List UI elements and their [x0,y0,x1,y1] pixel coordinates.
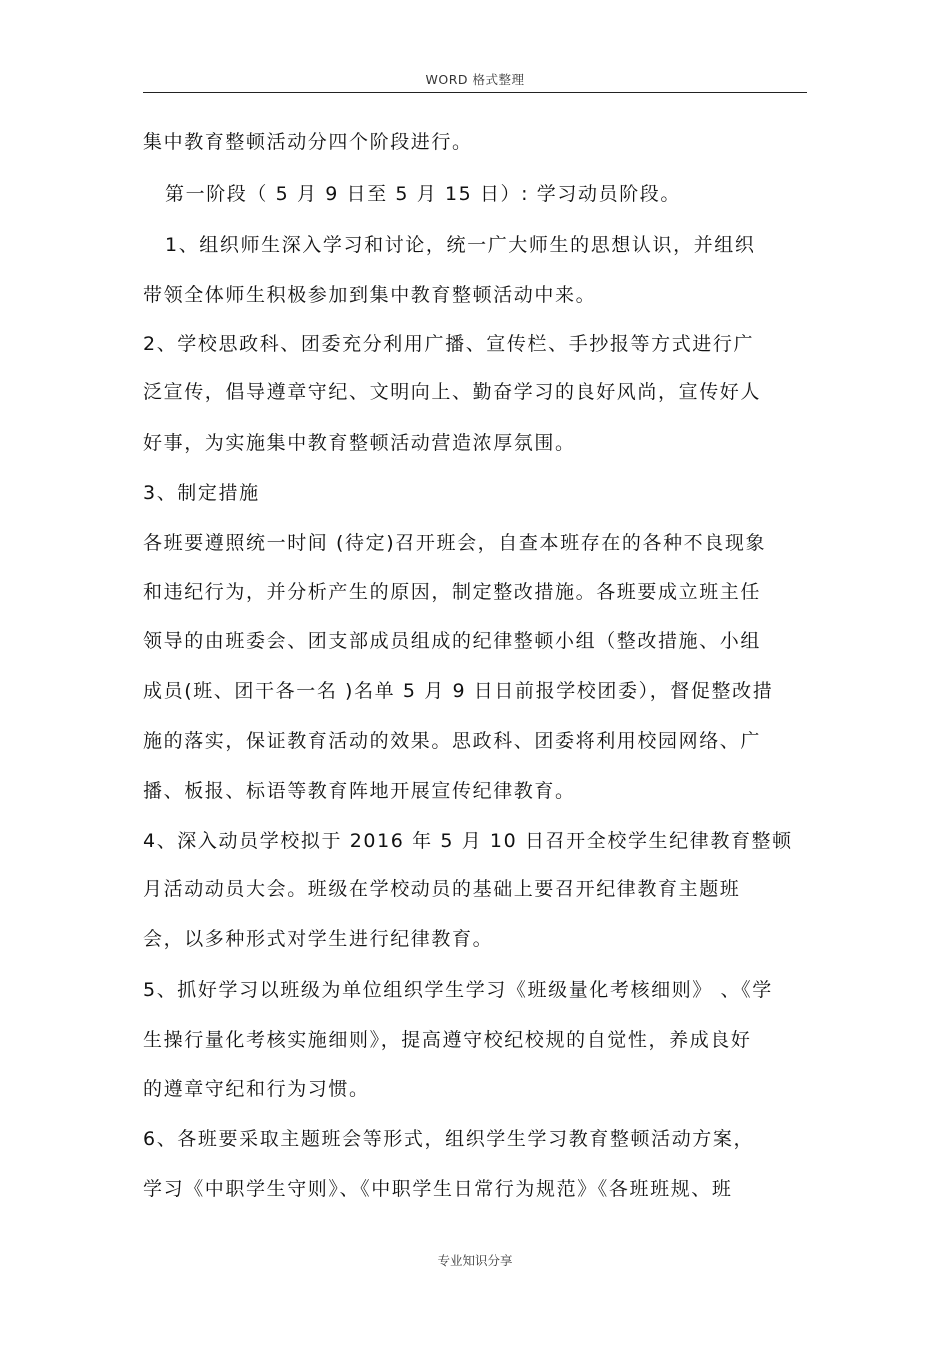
body-line: 和违纪行为，并分析产生的原因，制定整改措施。各班要成立班主任 [143,581,762,603]
body-line: 4、深入动员学校拟于 2016 年 5 月 10 日召开全校学生纪律教育整顿 [143,830,793,852]
body-line: 生操行量化考核实施细则》，提高遵守校纪校规的自觉性，养成良好 [143,1029,752,1051]
body-line: 集中教育整顿活动分四个阶段进行。 [143,131,473,153]
body-line: 6、各班要采取主题班会等形式，组织学生学习教育整顿活动方案， [143,1128,755,1150]
page-footer: 专业知识分享 [437,1253,513,1268]
body-line: 月活动动员大会。班级在学校动员的基础上要召开纪律教育主题班 [143,878,741,900]
body-line: 各班要遵照统一时间 (待定)召开班会，自查本班存在的各种不良现象 [143,532,767,554]
body-line: 领导的由班委会、团支部成员组成的纪律整顿小组（整改措施、小组 [143,630,762,652]
body-line: 2、学校思政科、团委充分利用广播、宣传栏、手抄报等方式进行广 [143,333,755,355]
body-line: 5、抓好学习以班级为单位组织学生学习《班级量化考核细则》 、《学 [143,979,773,1001]
body-line: 学习《中职学生守则》、《中职学生日常行为规范》《各班班规、班 [143,1178,733,1200]
body-line: 播、板报、标语等教育阵地开展宣传纪律教育。 [143,780,576,802]
page-header: WORD 格式整理 [425,72,525,87]
body-line: 施的落实，保证教育活动的效果。思政科、团委将利用校园网络、广 [143,730,762,752]
body-line: 好事，为实施集中教育整顿活动营造浓厚氛围。 [143,432,576,454]
body-line: 成员(班、团干各一名 )名单 5 月 9 日日前报学校团委），督促整改措 [143,680,774,702]
body-line: 第一阶段（ 5 月 9 日至 5 月 15 日）: 学习动员阶段。 [165,183,681,205]
body-line: 会，以多种形式对学生进行纪律教育。 [143,928,494,950]
body-line: 的遵章守纪和行为习惯。 [143,1078,370,1100]
body-line: 3、制定措施 [143,482,260,504]
body-line: 带领全体师生积极参加到集中教育整顿活动中来。 [143,284,597,306]
body-line: 1、组织师生深入学习和讨论，统一广大师生的思想认识，并组织 [165,234,756,256]
header-rule [143,92,807,93]
body-line: 泛宣传，倡导遵章守纪、文明向上、勤奋学习的良好风尚，宣传好人 [143,381,762,403]
